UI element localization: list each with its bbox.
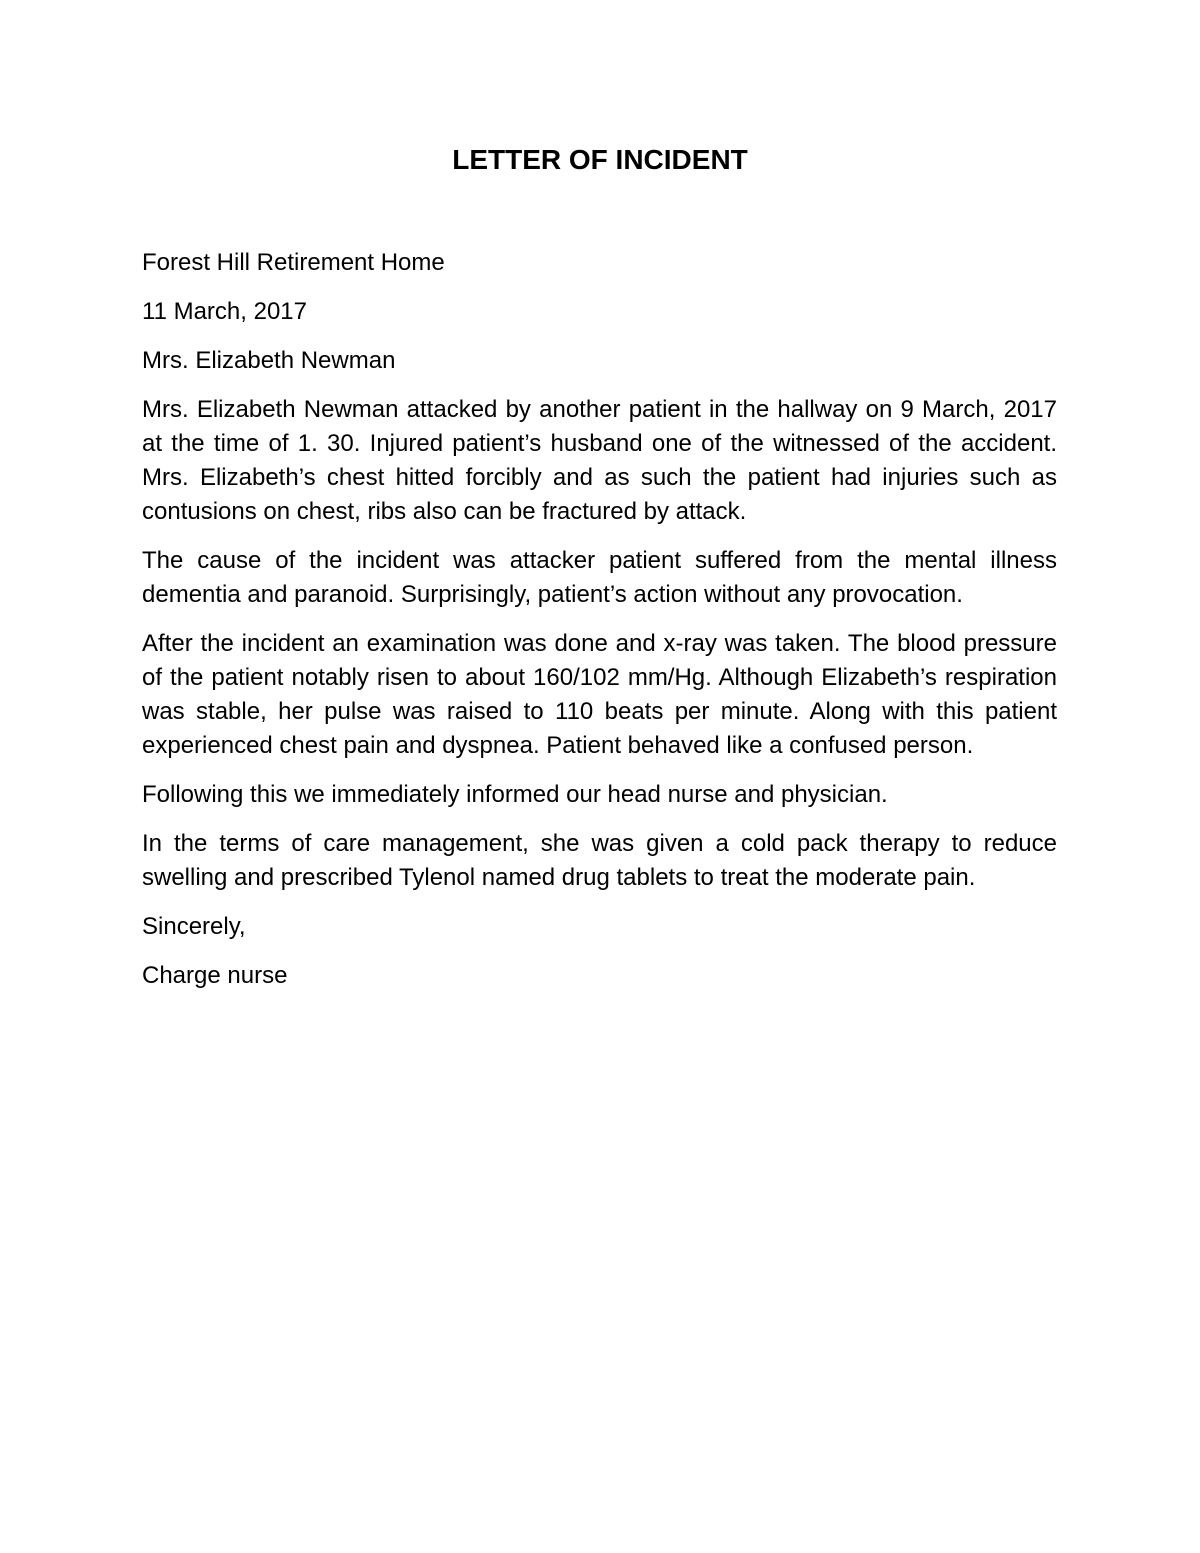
document-title: LETTER OF INCIDENT bbox=[452, 144, 748, 175]
paragraph-cause: The cause of the incident was attacker patient suffered from the mental illness dementia and paranoid. Surprisingly, patient’s action without any provocation. bbox=[142, 547, 1057, 608]
paragraph-incident: Mrs. Elizabeth Newman attacked by another patient in the hallway on 9 March, 2017 at the time of 1. 30. Injured patient’s husband one of the witnessed of the accident. Mrs. Elizabeth’s chest hitted forcibly and as such the patient had injuries such as contusions on chest, ribs also can be fractured by attack. bbox=[142, 396, 1057, 525]
letter-body bbox=[142, 246, 1057, 1008]
paragraph-examination: After the incident an examination was done and x-ray was taken. The blood pressure of the patient notably risen to about 160/102 mm/Hg. Although Elizabeth’s respiration was stable, her pulse was raised to 110 beats per minute. Along with this patient experienced chest pain and dyspnea. Patient behaved like a confused person. bbox=[142, 630, 1057, 759]
paragraph-care-management: In the terms of care management, she was given a cold pack therapy to reduce swelling and prescribed Tylenol named drug tablets to treat the moderate pain. bbox=[142, 830, 1057, 891]
letter-date: 11 March, 2017 bbox=[142, 298, 307, 325]
paragraph-notification: Following this we immediately informed our head nurse and physician. bbox=[142, 781, 888, 808]
signature: Charge nurse bbox=[142, 962, 288, 989]
closing: Sincerely, bbox=[142, 913, 246, 940]
facility-name: Forest Hill Retirement Home bbox=[142, 249, 445, 276]
recipient-name: Mrs. Elizabeth Newman bbox=[142, 347, 396, 374]
